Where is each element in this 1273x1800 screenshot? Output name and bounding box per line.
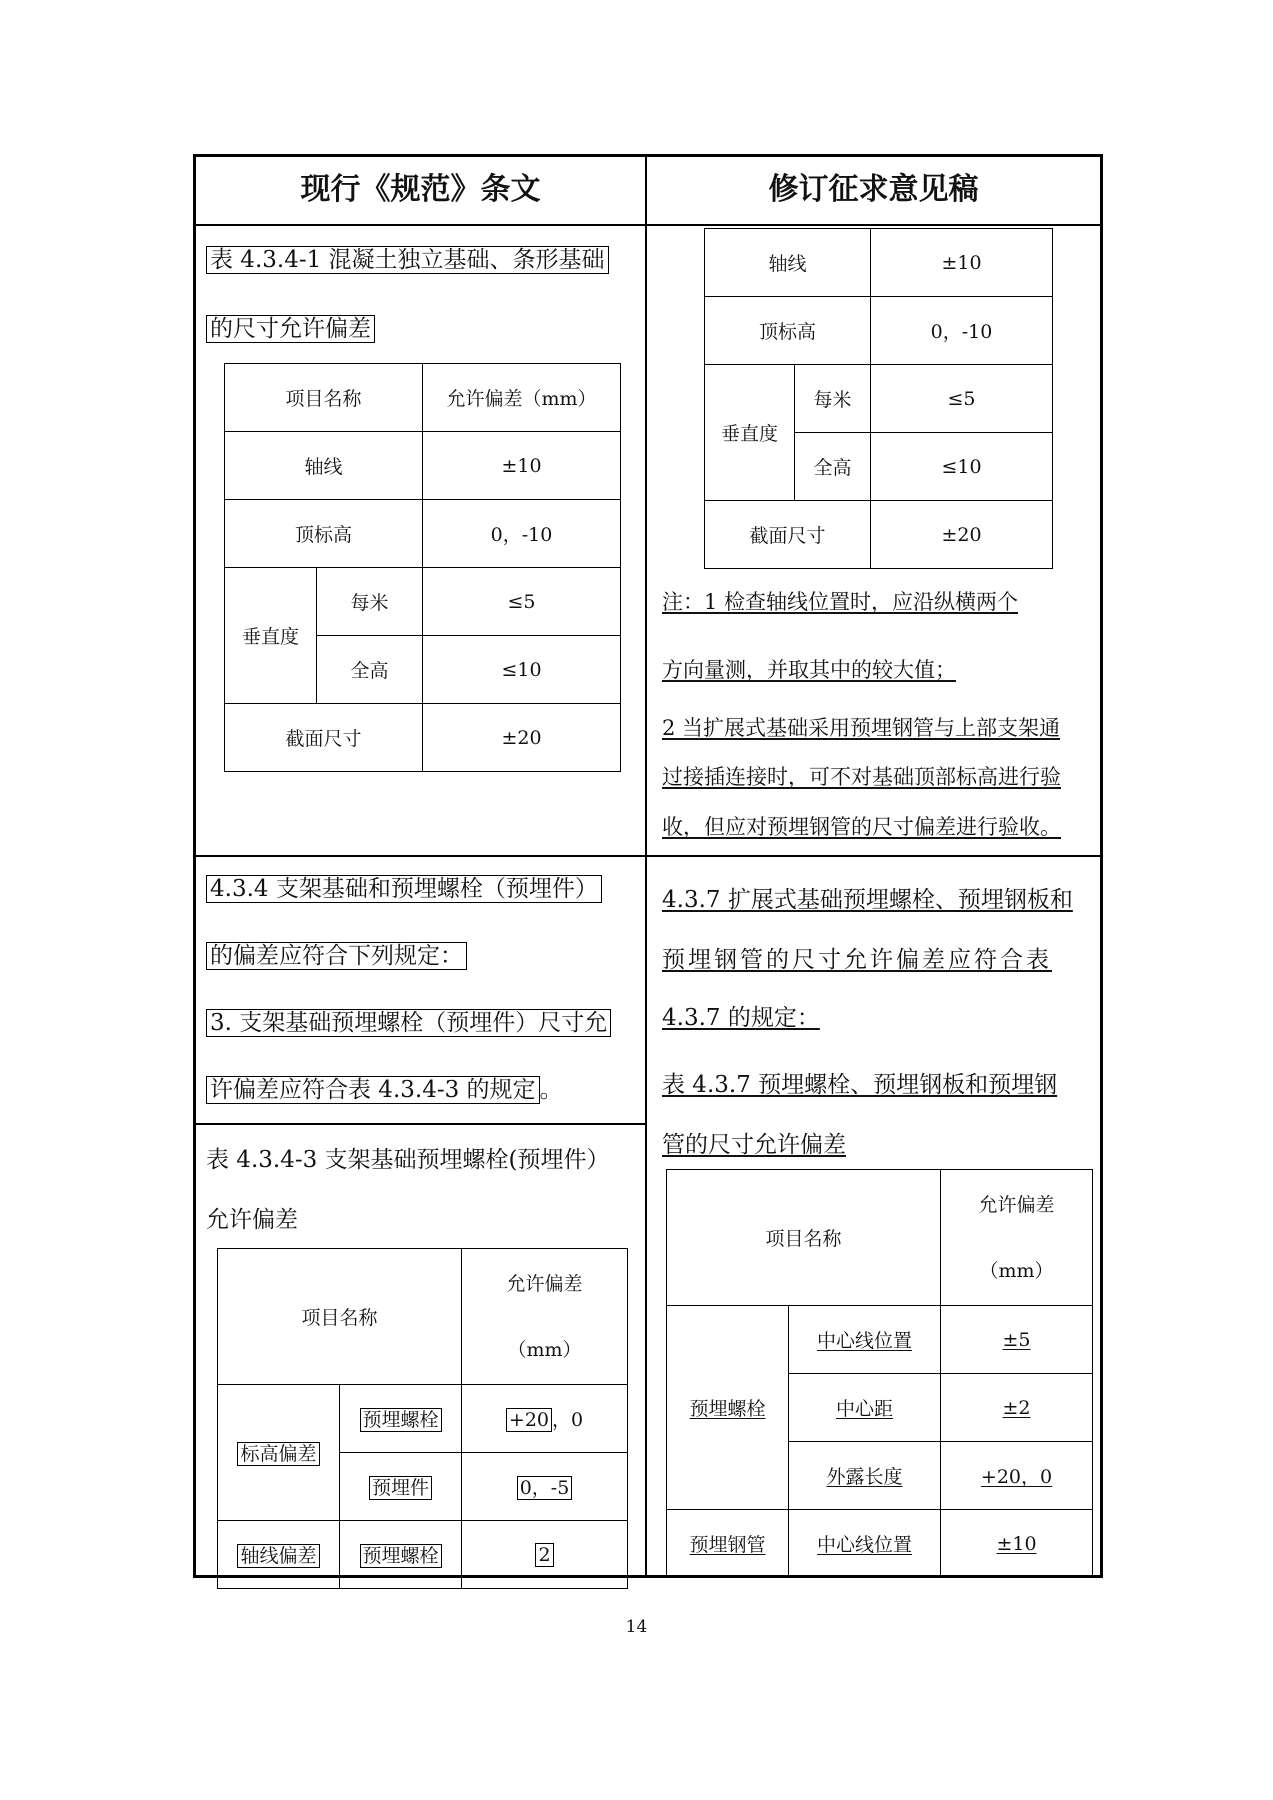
col-header-tolerance-line2: （mm） <box>507 1338 582 1361</box>
clause-4-3-7-line1: 4.3.7 扩展式基础预埋螺栓、预埋钢板和 <box>662 887 1073 913</box>
table-row <box>705 297 1053 365</box>
note-2-line3: 收，但应对预埋钢管的尺寸偏差进行验收。 <box>662 815 1061 839</box>
table-row <box>218 1249 628 1385</box>
row-value-axis-embedded-bolt: 2 <box>462 1521 628 1589</box>
row-label-section-size: 截面尺寸 <box>705 501 871 569</box>
col-header-tolerance: 允许偏差（mm） <box>423 364 621 432</box>
row-label-pipe-center-line-position: 中心线位置 <box>789 1510 941 1578</box>
table-row <box>218 1521 628 1589</box>
row-value-center-distance: ±2 <box>941 1374 1093 1442</box>
left-table-title-line1: 表 4.3.4-1 混凝土独立基础、条形基础 <box>206 245 609 275</box>
page-number: 14 <box>625 1617 648 1637</box>
row-label-full-height: 全高 <box>795 433 871 501</box>
row-label-axis: 轴线 <box>225 432 423 500</box>
table-row <box>225 364 621 432</box>
table-row <box>705 229 1053 297</box>
row-value-center-line-position: ±5 <box>941 1306 1093 1374</box>
note-1-line2: 方向量测，并取其中的较大值； <box>662 658 956 682</box>
row-value-per-meter: ≤5 <box>871 365 1053 433</box>
right-embedded-parts-tolerance-table <box>666 1169 1093 1578</box>
table-row <box>667 1306 1093 1374</box>
col-header-tolerance <box>462 1249 628 1385</box>
row-label-exposed-length: 外露长度 <box>789 1442 941 1510</box>
left-table-4-3-4-3-title-line1: 表 4.3.4-3 支架基础预埋螺栓(预埋件） <box>206 1147 610 1173</box>
table-4-3-7-title-line1: 表 4.3.7 预埋螺栓、预埋钢板和预埋钢 <box>662 1072 1058 1098</box>
col-header-item: 项目名称 <box>667 1170 941 1306</box>
clause-4-3-7-line2: 预埋钢管的尺寸允许偏差应符合表 <box>662 947 1052 973</box>
table-row <box>705 501 1053 569</box>
row-value-top-elevation: 0，-10 <box>871 297 1053 365</box>
row-value-embedded-part: 0，-5 <box>462 1453 628 1521</box>
table-row <box>705 365 1053 433</box>
col-header-tolerance-line2: （mm） <box>979 1259 1054 1282</box>
row-value-section-size: ±20 <box>423 704 621 772</box>
left-subrow-divider <box>193 1123 646 1125</box>
clause-4-3-7-line3: 4.3.7 的规定： <box>662 1005 820 1031</box>
note-1-line1: 注：1 检查轴线位置时，应沿纵横两个 <box>662 590 1019 614</box>
clause-4-3-4-item3-line2: 许偏差应符合表 4.3.4-3 的规定 。 <box>206 1075 563 1105</box>
column-divider <box>645 154 647 1578</box>
table-row <box>218 1385 628 1453</box>
clause-4-3-4-item3-line1: 3. 支架基础预埋螺栓（预埋件）尺寸允 <box>206 1008 611 1038</box>
table-row <box>225 704 621 772</box>
note-2-line2: 过接插连接时，可不对基础顶部标高进行验 <box>662 765 1061 789</box>
row-label-per-meter: 每米 <box>317 568 423 636</box>
row-label-per-meter: 每米 <box>795 365 871 433</box>
left-embedded-bolt-tolerance-table <box>217 1248 628 1589</box>
col-header-tolerance <box>941 1170 1093 1306</box>
table-4-3-7-title-line2: 管的尺寸允许偏差 <box>662 1132 846 1158</box>
left-table-4-3-4-3-title-line2: 允许偏差 <box>206 1207 298 1233</box>
row-label-axis: 轴线 <box>705 229 871 297</box>
row-value-pipe-center-line-position: ±10 <box>941 1510 1093 1578</box>
row-label-verticality: 垂直度 <box>225 568 317 704</box>
row-value-top-elevation: 0，-10 <box>423 500 621 568</box>
clause-4-3-4-line2: 的偏差应符合下列规定： <box>206 941 467 971</box>
row-value-axis: ±10 <box>423 432 621 500</box>
row-label-section-size: 截面尺寸 <box>225 704 423 772</box>
table-row <box>225 500 621 568</box>
row-label-elevation-deviation: 标高偏差 <box>218 1385 340 1521</box>
row-label-verticality: 垂直度 <box>705 365 795 501</box>
row-label-top-elevation: 顶标高 <box>225 500 423 568</box>
table-row <box>225 568 621 636</box>
row-label-embedded-bolt: 预埋螺栓 <box>340 1385 462 1453</box>
col-header-item: 项目名称 <box>218 1249 462 1385</box>
row-label-embedded-part: 预埋件 <box>340 1453 462 1521</box>
clause-4-3-4-line1: 4.3.4 支架基础和预埋螺栓（预埋件） <box>206 874 602 904</box>
header-revision-draft: 修订征求意见稿 <box>768 172 979 207</box>
row-value-exposed-length: +20，0 <box>941 1442 1093 1510</box>
row-label-embedded-pipe: 预埋钢管 <box>667 1510 789 1578</box>
row-label-embedded-bolt: 预埋螺栓 <box>667 1306 789 1510</box>
row-value-per-meter: ≤5 <box>423 568 621 636</box>
note-2-line1: 2 当扩展式基础采用预埋钢管与上部支架通 <box>662 716 1061 740</box>
table-row <box>667 1510 1093 1578</box>
row-label-top-elevation: 顶标高 <box>705 297 871 365</box>
row-label-center-distance: 中心距 <box>789 1374 941 1442</box>
row-label-axis-embedded-bolt: 预埋螺栓 <box>340 1521 462 1589</box>
right-foundation-tolerance-table <box>704 228 1053 569</box>
row-label-axis-deviation: 轴线偏差 <box>218 1521 340 1589</box>
row-label-center-line-position: 中心线位置 <box>789 1306 941 1374</box>
col-header-tolerance-line1: 允许偏差 <box>506 1272 583 1295</box>
col-header-tolerance-line1: 允许偏差 <box>978 1193 1055 1216</box>
left-foundation-tolerance-table <box>224 363 621 772</box>
row-value-embedded-bolt: +20 ，0 <box>462 1385 628 1453</box>
header-current-clause: 现行《规范》条文 <box>300 172 541 207</box>
row-value-full-height: ≤10 <box>423 636 621 704</box>
row-value-section-size: ±20 <box>871 501 1053 569</box>
row-value-axis: ±10 <box>871 229 1053 297</box>
table-row <box>225 432 621 500</box>
table-row <box>667 1170 1093 1306</box>
row-label-full-height: 全高 <box>317 636 423 704</box>
col-header-item: 项目名称 <box>225 364 423 432</box>
left-table-title-line2: 的尺寸允许偏差 <box>206 314 375 344</box>
row-divider <box>193 855 1103 857</box>
header-divider <box>193 224 1103 226</box>
row-value-full-height: ≤10 <box>871 433 1053 501</box>
